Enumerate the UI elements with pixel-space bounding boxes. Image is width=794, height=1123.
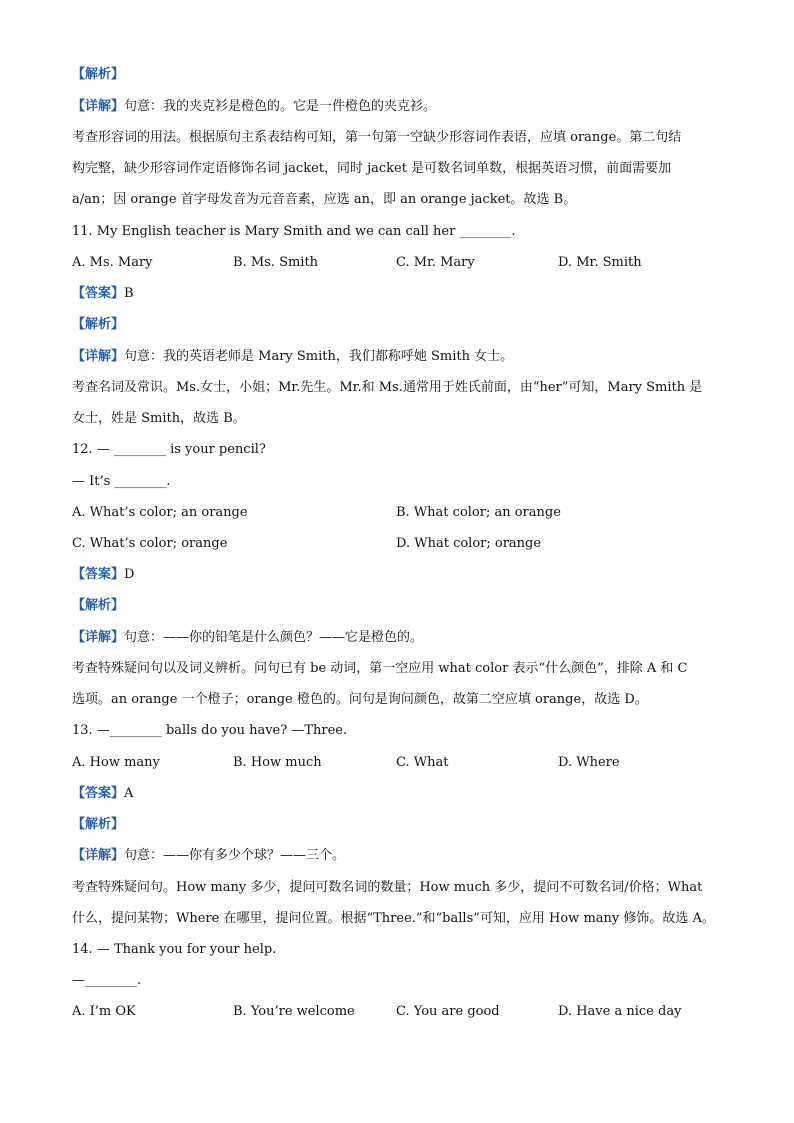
explanation-line: 考查形容词的用法。根据原句主系表结构可知，第一句第一空缺少形容词作表语，应填 orange。第二句结 bbox=[72, 130, 682, 145]
analysis-heading: 【解析】 bbox=[72, 598, 125, 613]
answer-line: 【答案】A bbox=[72, 786, 134, 801]
option-d: D. Mr. Smith bbox=[558, 255, 642, 270]
explanation-line: a/an；因 orange 首字母发音为元音音素，应选 an，即 an orange jacket。故选 B。 bbox=[72, 192, 577, 207]
analysis-heading: 【解析】 bbox=[72, 317, 125, 332]
option-b: B. How much bbox=[233, 755, 322, 770]
question-12-response: — It’s ________. bbox=[72, 474, 171, 489]
option-b: B. Ms. Smith bbox=[233, 255, 319, 270]
detail-line: 【详解】句意：我的夹克衫是橙色的。它是一件橙色的夹克衫。 bbox=[72, 99, 437, 114]
detail-line: 【详解】句意：——你有多少个球？——三个。 bbox=[72, 848, 346, 863]
detail-line: 【详解】句意：我的英语老师是 Mary Smith，我们都称呼她 Smith 女士。 bbox=[72, 349, 514, 364]
option-c: C. What’s color; orange bbox=[72, 536, 228, 551]
option-a: A. Ms. Mary bbox=[72, 255, 153, 270]
option-a: A. What’s color; an orange bbox=[72, 505, 248, 520]
question-14-response: —________. bbox=[72, 973, 142, 988]
question-11: 11. My English teacher is Mary Smith and we can call her ________. bbox=[72, 224, 516, 239]
analysis-heading: 【解析】 bbox=[72, 817, 125, 832]
explanation-line: 选项。an orange 一个橙子；orange 橙色的。问句是询问颜色，故第二空应填 orange，故选 D。 bbox=[72, 692, 648, 707]
option-d: D. Have a nice day bbox=[558, 1004, 682, 1019]
explanation-line: 构完整，缺少形容词作定语修饰名词 jacket，同时 jacket 是可数名词单数，根据英语习惯，前面需要加 bbox=[72, 161, 672, 176]
explanation-line: 女士，姓是 Smith，故选 B。 bbox=[72, 411, 246, 426]
explanation-line: 考查特殊疑问句以及词义辨析。问句已有 be 动词，第一空应用 what color 表示“什么颜色”，排除 A 和 C bbox=[72, 661, 688, 676]
explanation-line: 考查特殊疑问句。How many 多少，提问可数名词的数量；How much 多少，提问不可数名词/价格；What bbox=[72, 880, 703, 895]
option-c: C. What bbox=[396, 755, 449, 770]
analysis-heading: 【解析】 bbox=[72, 67, 125, 82]
question-13: 13. —________ balls do you have? —Three. bbox=[72, 723, 348, 738]
question-12: 12. — ________ is your pencil? bbox=[72, 442, 266, 457]
answer-line: 【答案】B bbox=[72, 286, 134, 301]
option-a: A. I’m OK bbox=[72, 1004, 136, 1019]
option-a: A. How many bbox=[72, 755, 160, 770]
option-c: C. Mr. Mary bbox=[396, 255, 475, 270]
option-b: B. You’re welcome bbox=[233, 1004, 355, 1019]
answer-line: 【答案】D bbox=[72, 567, 135, 582]
explanation-line: 什么，提问某物；Where 在哪里，提问位置。根据“Three.”和“balls”可知，应用 How many 修饰。故选 A。 bbox=[72, 911, 715, 926]
question-14: 14. — Thank you for your help. bbox=[72, 942, 277, 957]
option-d: D. Where bbox=[558, 755, 620, 770]
option-b: B. What color; an orange bbox=[396, 505, 561, 520]
explanation-line: 考查名词及常识。Ms.女士，小姐；Mr.先生。Mr.和 Ms.通常用于姓氏前面，由“her”可知，Mary Smith 是 bbox=[72, 380, 703, 395]
option-d: D. What color; orange bbox=[396, 536, 542, 551]
detail-line: 【详解】句意：——你的铅笔是什么颜色？——它是橙色的。 bbox=[72, 630, 424, 645]
option-c: C. You are good bbox=[396, 1004, 500, 1019]
